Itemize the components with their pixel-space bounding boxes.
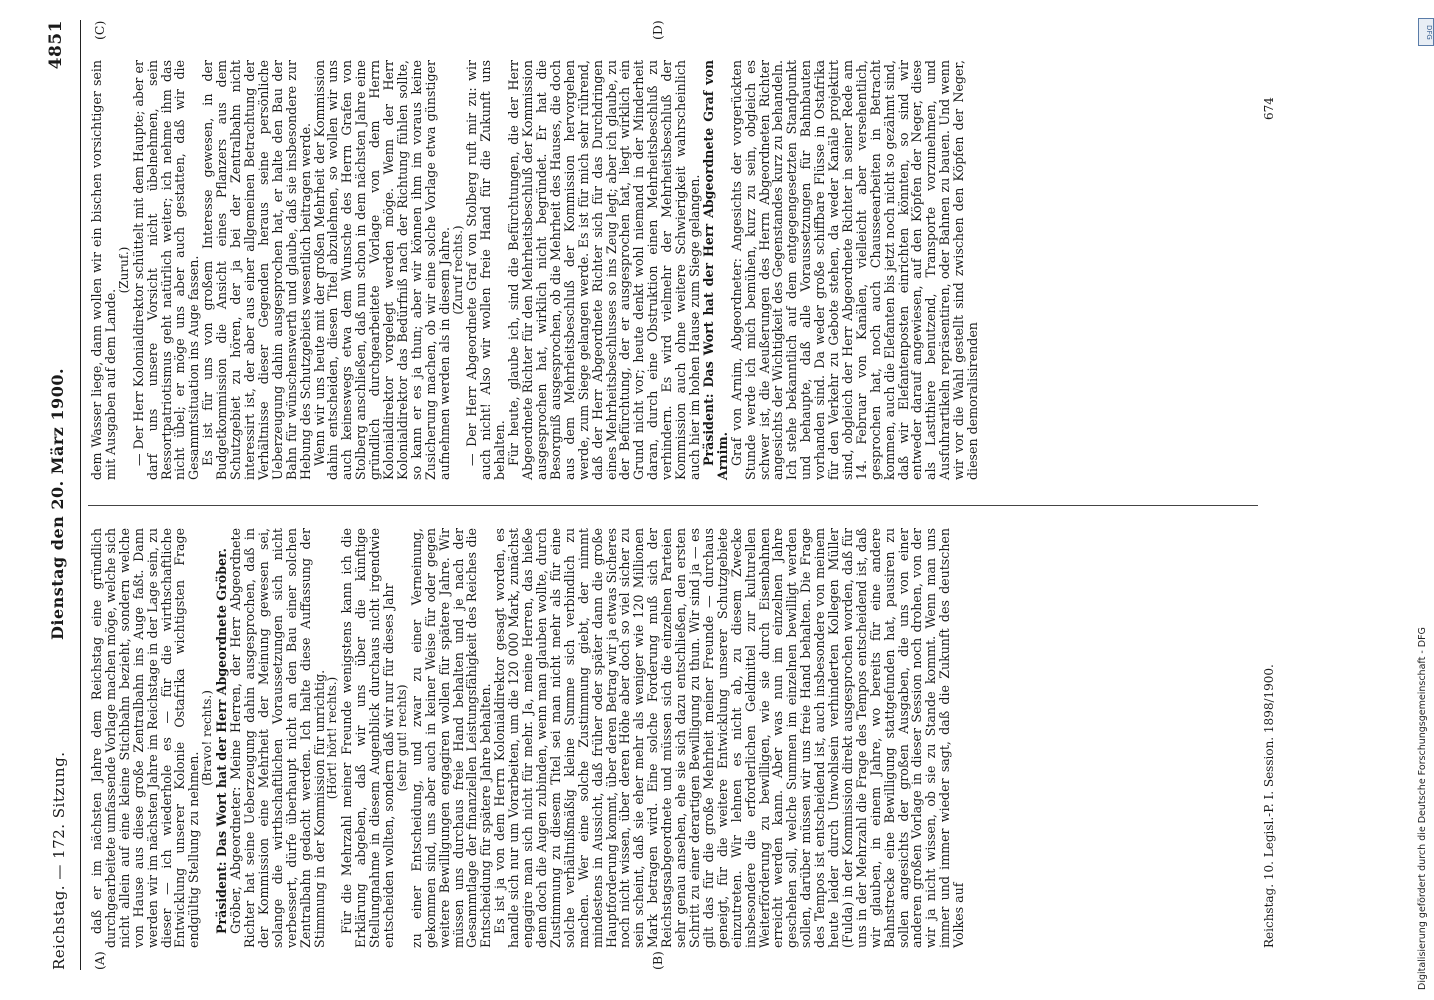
interjection: (Zuruf.) <box>116 246 131 294</box>
paragraph: Wenn wir uns heute mit der großen Mehrheit der Kommission dahin entscheiden, diesen Titel abzulehnen, so wollen wir uns auch keineswegs etwa dem Wunsche des Herrn Grafen von Stolberg anschließen, daß nun schon in dem nächsten Jahre eine gründlich durchgearbeitete Vorlage von dem Herrn Kolonialdirektor vorgelegt werden möge. Wenn der Herr Kolonialdirektor das Bedürfniß nach der Richtung fühlen sollte, so kann er es ja thun; aber wir können ihm im voraus keine Zusicherung machen, ob wir eine solche Vorlage etwa günstiger aufnehmen werden als in diesem Jahre. <box>311 60 452 480</box>
page-header <box>44 20 78 970</box>
paragraph: Es ist ja von dem Herrn Kolonialdirektor gesagt worden, es handle sich nur um Vorarbeiten, um die 120 000 Mark, zunächst engagire man sich nicht für mehr. Ja, meine Herren, das hieße denn doch die Augen zubinden, wenn man glauben wollte, durch Zustimmung zu diesem Titel sei man nicht mehr als für eine solche verhältnißmäßig kleine Summe sich verbindlich zu machen. Wer eine solche Zustimmung giebt, der nimmt mindestens in Aussicht, daß früher oder später dann die große Hauptforderung kommt, über deren Betrag wir ja etwas Sicheres noch nicht wissen, über deren Höhe aber doch so viel sicher zu sein scheint, daß sie eher mehr als weniger wie 120 Millionen Mark betragen wird. Eine solche Forderung muß sich der Reichstagsabgeordnete und müssen sich die einzelnen Parteien sehr genau ansehen, ehe sie sich dazu entschließen, den ersten Schritt zu einer derartigen Bewilligung zu thun. Wir sind ja — es gilt das für die große Mehrheit meiner Freunde — durchaus geneigt, für die weitere Entwicklung unserer Schutzgebiete einzutreten. Wir lehnen es nicht ab, zu diesem Zwecke insbesondere die erforderlichen Geldmittel zur kulturellen Weiterförderung zu bewilligen, wie sie durch Eisenbahnen erreicht werden kann. Aber was nun im einzelnen Jahre geschehen soll, welche Summen im einzelnen bewilligt werden sollen, darüber müssen wir uns freie Hand behalten. Die Frage des Tempos ist entscheidend ist, auch insbesondere von meinem heute leider durch Unwohlsein verhinderten Kollegen Müller (Fulda) in der Kommission direkt ausgesprochen worden, daß für uns in der Mehrzahl die Frage des Tempos entscheidend ist, daß wir glauben, in einem Jahre, wo bereits für eine andere Bahnstrecke eine Bewilligung stattgefunden hat, pausiren zu sollen angesichts der großen Ausgaben, die uns von einer anderen großen Vorlage in dieser Session noch drohen, von der wir ja nicht wissen, ob sie zu Stande kommt. Wenn man uns immer und immer wieder sagt, daß die Zukunft des deutschen Volkes auf <box>492 528 967 948</box>
text-column-left <box>90 528 966 948</box>
text-column-right <box>90 60 980 480</box>
header-left: Reichstag. — 172. Sitzung. <box>50 751 68 970</box>
paragraph: Gröber, Abgeordneter: Meine Herren, der Herr Abgeordnete Richter hat seine Ueberzeugung dahin ausgesprochen, daß in der Kommission eine Mehrheit der Meinung gewesen sei, solange die wirthschaftlichen Voraussetzungen sich nicht verbessert, dürfe überhaupt nicht an den Bau einer solchen Zentralbahn gedacht werden. Ich halte diese Auffassung der Stimmung in der Kommission für unrichtig. <box>228 528 327 948</box>
paragraph: Graf von Arnim, Abgeordneter: Angesichts der vorgerückten Stunde werde ich mich bemühen, kurz zu sein, obgleich es schwer ist, die Aeußerungen des Herrn Abgeordneten Richter angesichts der Wichtigkeit des Gegenstandes kurz zu behandeln. Ich stehe bekanntlich auf dem entgegengesetzten Standpunkt und behaupte, daß alle Voraussetzungen für Bahnbauten vorhanden sind. Da weder große schiffbare Flüsse in Ostafrika für den Verkehr zu Gebote stehen, da weder Kanäle projektirt sind, obgleich der Herr Abgeordnete Richter in seiner Rede am 14. Februar von Kanälen, vielleicht aber versehentlich, gesprochen hat, noch auch Chausseearbeiten in Betracht kommen, auch die Elefanten bis jetzt noch nicht so gezähmt sind, daß wir Elefantenposten einrichten könnten, so sind wir entweder darauf angewiesen, auf den Köpfen der Neger, diese als Lastthiere benutzend, Transporte vorzunehmen, und Ausfuhrartikeln repräsentiren, oder Bahnen zu bauen. Und wenn wir vor die Wahl gestellt sind zwischen den Köpfen der Neger, diesen demoralisirenden <box>728 60 981 480</box>
speaker-announcement: Präsident: Das Wort hat der Herr Abgeordnete Gröber. <box>214 548 230 934</box>
paragraph: daß er im nächsten Jahre dem Reichstag eine gründlich durchgearbeitete umfassende Vorlage machen möge, welche sich nicht allein auf eine kleine Stichbahn bezieht, sondern welche von Hause aus diese große Zentralbahn ins Auge faßt. Dann werden wir im nächsten Jahre im Reichstage in der Lage sein, zu dieser — ich wiederhole es — für die wirthschaftliche Entwicklung unserer Kolonie Ostafrika wichtigsten Frage endgültig Stellung zu nehmen. <box>89 528 202 948</box>
paragraph: Für heute, glaube ich, sind die Befürchtungen, die der Herr Abgeordnete Richter für den Mehrheitsbeschluß der Kommission ausgesprochen hat, wirklich nicht begründet. Er hat die Besorgniß ausgesprochen, ob die Mehrheit des Hauses, die doch aus dem Mehrheitsbeschluß der Kommission hervorgehen werde, zum Siege gelangen werde. Es ist für mich sehr rührend, daß der Herr Abgeordnete Richter sich für das Durchdringen eines Mehrheitsbeschlusses so ins Zeug legt; aber ich glaube, zu der Befürchtung, der er ausgesprochen hat, liegt wirklich ein Grund nicht vor; heute denkt wohl niemand in der Minderheit daran, durch eine Obstruktion einen Mehrheitsbeschluß zu verhindern. Es wird vielmehr der Mehrheitsbeschluß der Kommission auch ohne weitere Schwierigkeit wahrscheinlich auch hier im hohen Hause zum Siege gelangen. <box>506 60 702 480</box>
digitization-sidebar <box>1416 10 1434 990</box>
margin-mark-a: (A) <box>92 951 107 970</box>
speaker-announcement: Präsident: Das Wort hat der Herr Abgeordnete Graf von Arnim. <box>700 60 730 480</box>
footer-session: Reichstag. 10. Legisl.-P. I. Session. 1898/1900. <box>1262 664 1276 948</box>
paragraph: dem Wasser liege, dann wollen wir ein bischen vorsichtiger sein mit Ausgaben auf dem Lande. <box>89 60 118 480</box>
paragraph: — Der Herr Kolonialdirektor schüttelt mit dem Haupte; aber er darf uns unsere Vorsicht nicht übelnehmen, sein Ressortpatriotismus geht natürlich weiter; ich nehme ihm das nicht übel; er möge uns aber auch gestatten, daß wir die Gesammtsituation ins Auge fassen. <box>130 60 202 480</box>
margin-mark-b: (B) <box>650 951 665 970</box>
header-date: Dienstag den 20. März 1900. <box>48 367 67 640</box>
page-number: 4851 <box>46 20 66 70</box>
header-rule <box>80 20 81 970</box>
interjection: (Bravo! rechts.) <box>200 690 215 786</box>
interjection: (Zuruf rechts.) <box>450 225 465 315</box>
footer-sheet-number: 674 <box>1262 97 1276 120</box>
digitization-note: Digitalisierung gefördert durch die Deutsche Forschungsgemeinschaft - DFG <box>1417 627 1428 990</box>
margin-mark-d: (D) <box>650 20 665 40</box>
paragraph: — Der Herr Abgeordnete Graf von Stolberg ruft mir zu: wir auch nicht! Also wir wollen freie Hand für die Zukunft uns behalten. <box>464 60 508 480</box>
interjection: (Hört! hört! rechts.) <box>325 676 340 800</box>
paragraph: zu einer Entscheidung, und zwar zu einer Verneinung, gekommen sind, uns aber auch in keiner Weise für oder gegen weitere Bewilligungen engagiren wollen für spätere Jahre. Wir müssen uns durchaus freie Hand behalten und je nach der Gesammtlage der finanziellen Leistungsfähigkeit des Reiches die Entscheidung für spätere Jahre behalten. <box>408 528 494 948</box>
paragraph: Für die Mehrzahl meiner Freunde wenigstens kann ich die Erklärung abgeben, daß wir uns über die künftige Stellungnahme in diesem Augenblick durchaus nicht irgendwie entscheiden wollten, sondern daß wir nur für dieses Jahr <box>339 528 397 948</box>
column-divider <box>88 505 1258 506</box>
paragraph: Es ist für uns von großem Interesse gewesen, in der Budgetkommission die Ansicht eines Pflanzers aus dem Schutzgebiet zu hören, der ja bei der Zentralbahn nicht interessirt ist, der aber aus einer allgemeinen Betrachtung der Verhältnisse dieser Gegenden heraus seine persönliche Ueberzeugung dahin ausgesprochen hat, er halte den Bau der Bahn für wünschenswerth und glaube, daß sie insbesondere zur Hebung des Schutzgebiets wesentlich beitragen werde. <box>200 60 313 480</box>
interjection: (sehr gut! rechts) <box>394 684 409 792</box>
dfg-logo-icon: DFG <box>1418 18 1434 46</box>
margin-mark-c: (C) <box>92 20 107 40</box>
